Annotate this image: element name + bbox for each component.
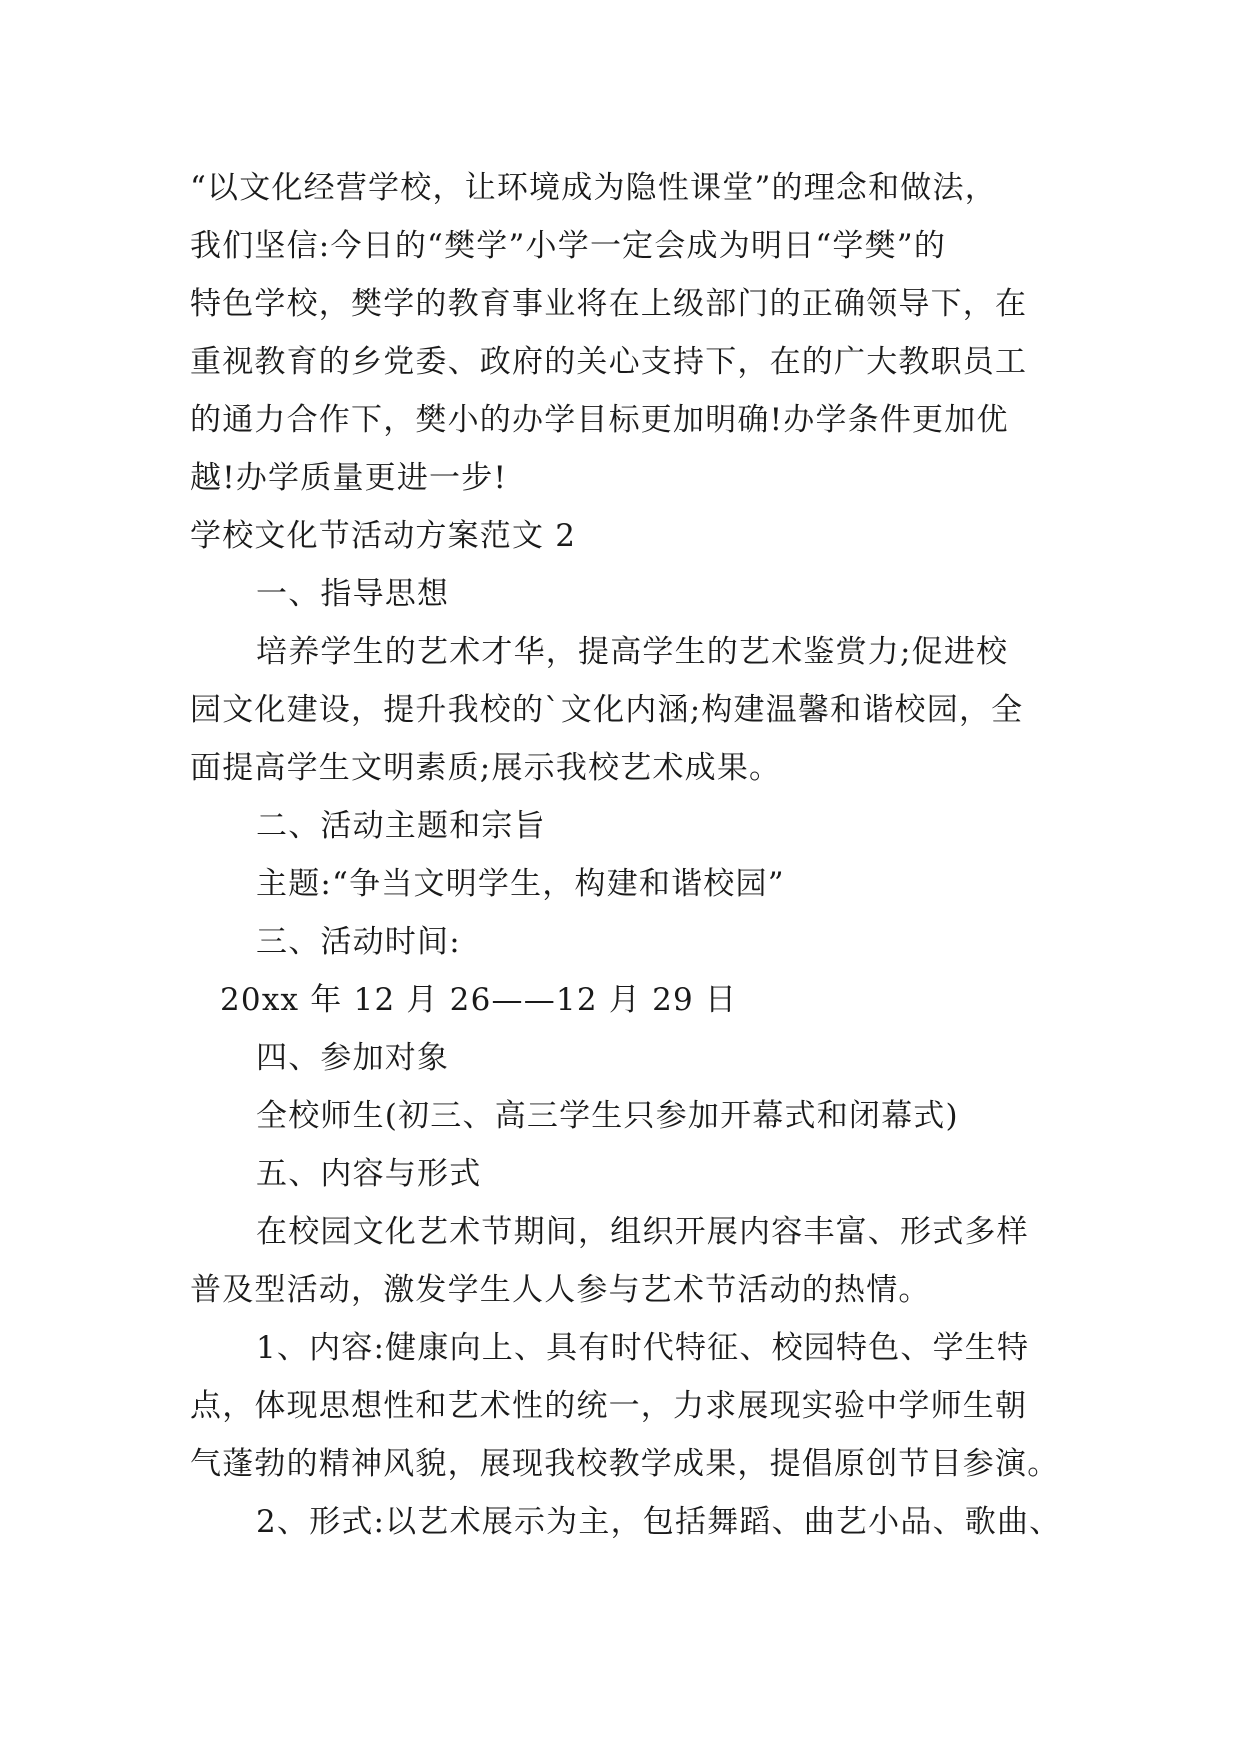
body-text-line: 我们坚信:今日的“樊学”小学一定会成为明日“学樊”的	[190, 228, 947, 264]
body-text-line: 面提高学生文明素质;展示我校艺术成果。	[190, 750, 782, 786]
body-text-line: 园文化建设，提升我校的`文化内涵;构建温馨和谐校园，全	[190, 692, 1024, 728]
body-text-line: 普及型活动，激发学生人人参与艺术节活动的热情。	[190, 1272, 931, 1308]
body-text-line: 在校园文化艺术节期间，组织开展内容丰富、形式多样	[256, 1214, 1029, 1250]
body-text-line: 气蓬勃的精神风貌，展现我校教学成果，提倡原创节目参演。	[190, 1446, 1060, 1482]
body-text-line: 特色学校，樊学的教育事业将在上级部门的正确领导下，在	[190, 286, 1028, 322]
body-text-line: 2、形式:以艺术展示为主，包括舞蹈、曲艺小品、歌曲、	[256, 1504, 1062, 1540]
body-text-line: 1、内容:健康向上、具有时代特征、校园特色、学生特	[256, 1330, 1030, 1366]
heading-activity-time: 三、活动时间:	[256, 924, 461, 960]
body-text-line: 越!办学质量更进一步!	[190, 460, 508, 496]
heading-participants: 四、参加对象	[256, 1040, 450, 1076]
body-text-line: 主题:“争当文明学生，构建和谐校园”	[256, 866, 785, 902]
body-text-line: “以文化经营学校，让环境成为隐性课堂”的理念和做法，	[190, 170, 997, 206]
heading-theme: 二、活动主题和宗旨	[256, 808, 546, 844]
body-text-line: 点，体现思想性和艺术性的统一，力求展现实验中学师生朝	[190, 1388, 1028, 1424]
date-range: 20xx 年 12 月 26——12 月 29 日	[220, 982, 738, 1018]
heading-guiding-ideology: 一、指导思想	[256, 576, 450, 612]
body-text-line: 重视教育的乡党委、政府的关心支持下，在的广大教职员工	[190, 344, 1028, 380]
body-text-line: 的通力合作下，樊小的办学目标更加明确!办学条件更加优	[190, 402, 1009, 438]
body-text-line: 培养学生的艺术才华，提高学生的艺术鉴赏力;促进校	[256, 634, 1009, 670]
body-text-line: 全校师生(初三、高三学生只参加开幕式和闭幕式)	[256, 1098, 959, 1134]
section-title: 学校文化节活动方案范文 2	[190, 518, 577, 554]
heading-content-form: 五、内容与形式	[256, 1156, 482, 1192]
